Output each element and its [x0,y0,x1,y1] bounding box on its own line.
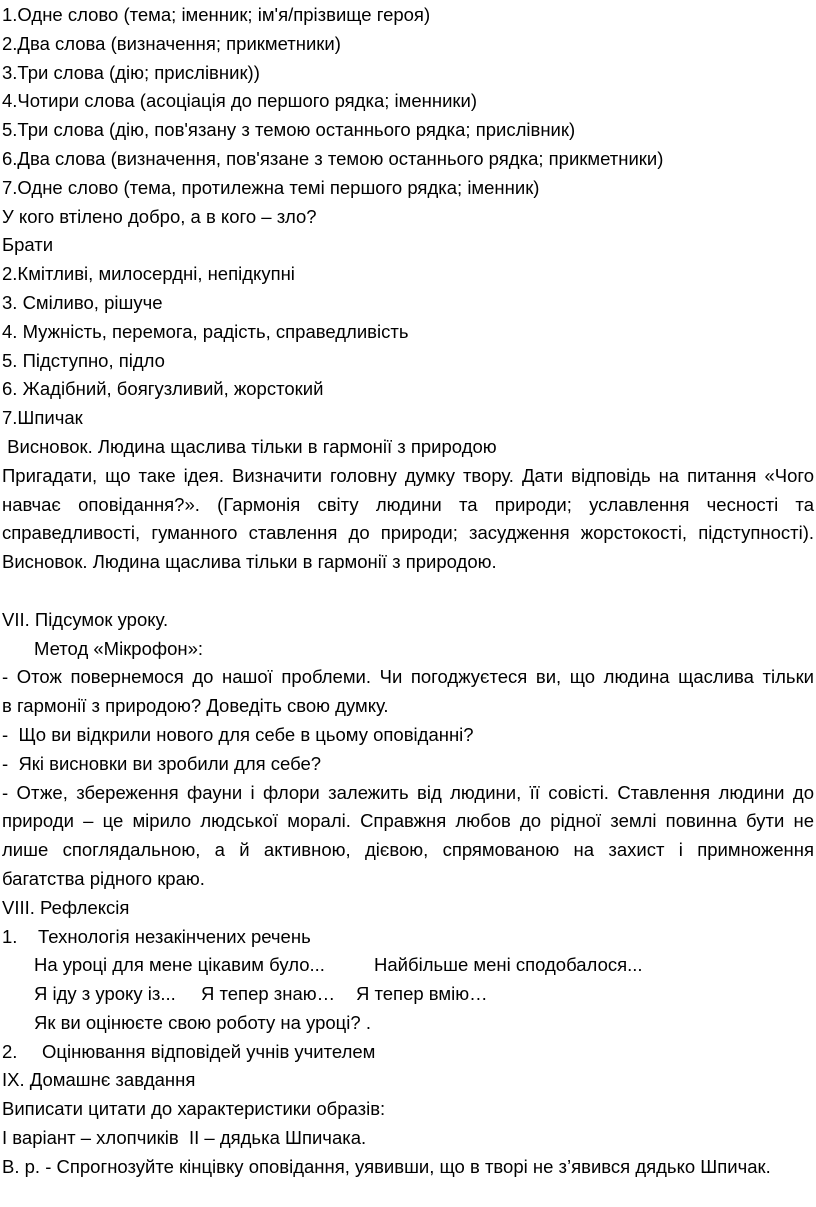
homework-line-1: Виписати цитати до характеристики образів: [2,1098,386,1120]
summary-paragraph-line-3: лише споглядальною, а й активною, дієвою, спрямованою на захист і примноження [2,839,814,861]
sentence-starters-row-2 [0,980,816,1009]
summary-paragraph-line-2: природи – це мірило людської моралі. Справжня любов до рідної землі повинна бути не [2,810,814,832]
summary-paragraph-line-4: багатства рідного краю. [2,867,205,889]
question-3: - Які висновки ви зробили для себе? [2,752,322,774]
reflection-item-1 [0,923,816,952]
idea-paragraph-line-3: справедливості, гуманного ставлення до природи; засудження жорстокості, підступності). [2,522,814,544]
sentence-starter: На уроці для мене цікавим було... [34,954,325,976]
cinquain-rule-4: 4.Чотири слова (асоціація до першого рядка; іменники) [2,90,478,112]
question-2: - Що ви відкрили нового для себе в цьому оповіданні? [2,723,474,745]
reflection-item-2 [0,1038,816,1067]
sentence-starters-row-3: Як ви оцінюєте свою роботу на уроці? . [34,1011,371,1033]
conclusion-line: Висновок. Людина щаслива тільки в гармонії з природою [2,435,497,457]
cinquain-line-7: 7.Шпичак [2,407,83,429]
homework-line-2: І варіант – хлопчиків ІІ – дядька Шпичака. [2,1127,367,1149]
question-good-evil: У кого втілено добро, а в кого – зло? [2,205,317,227]
sentence-starter: Я тепер знаю… [201,983,336,1005]
idea-paragraph-line-4: Висновок. Людина щаслива тільки в гармонії з природою. [2,551,497,573]
idea-paragraph-line-2: навчає оповідання?». (Гармонія світу людини та природи; уславлення чесності та [2,493,814,515]
section-heading-viii: VIII. Рефлексія [2,896,130,918]
section-heading-ix: IX. Домашнє завдання [2,1069,196,1091]
question-1-line-1: - Отож повернемося до нашої проблеми. Чи погоджуєтеся ви, що людина щаслива тільки [2,666,814,688]
homework-line-3: В. р. - Спрогнозуйте кінцівку оповідання, уявивши, що в творі не з’явився дядько Шпичак. [2,1155,771,1177]
cinquain-rule-2: 2.Два слова (визначення; прикметники) [2,32,341,54]
sentence-starter: Найбільше мені сподобалося... [374,954,643,976]
blank-line [0,577,816,606]
sentence-starters-row-1 [0,951,816,980]
cinquain-line-2: 2.Кмітливі, милосердні, непідкупні [2,263,295,285]
reflection-item-2-text: Оцінювання відповідей учнів учителем [42,1040,376,1062]
question-1-line-2: в гармонії з природою? Доведіть свою думку. [2,695,389,717]
cinquain-line-6: 6. Жадібний, боягузливий, жорстокий [2,378,324,400]
list-number: 1. [2,925,18,947]
section-heading-vii: VII. Підсумок уроку. [2,608,169,630]
cinquain-line-3: 3. Сміливо, рішуче [2,291,163,313]
document-page [0,1,816,1182]
cinquain-rule-1: 1.Одне слово (тема; іменник; ім'я/прізвище героя) [2,4,431,25]
cinquain-rule-6: 6.Два слова (визначення, пов'язане з темою останнього рядка; прикметники) [2,147,664,169]
reflection-item-1-text: Технологія незакінчених речень [38,925,311,947]
cinquain-line-1: Брати [2,234,54,256]
cinquain-line-5: 5. Підступно, підло [2,349,165,371]
idea-paragraph-line-1: Пригадати, що таке ідея. Визначити головну думку твору. Дати відповідь на питання «Чого [2,464,814,486]
cinquain-line-4: 4. Мужність, перемога, радість, справедливість [2,320,409,342]
sentence-starter: Я тепер вмію… [356,983,488,1005]
list-number: 2. [2,1040,18,1062]
summary-paragraph-line-1: - Отже, збереження фауни і флори залежить від людини, її совісті. Ставлення людини до [2,781,814,803]
cinquain-rule-3: 3.Три слова (дію; прислівник)) [2,61,260,83]
method-microphone: Метод «Мікрофон»: [34,637,204,659]
cinquain-rule-7: 7.Одне слово (тема, протилежна темі першого рядка; іменник) [2,176,540,198]
cinquain-rule-5: 5.Три слова (дію, пов'язану з темою останнього рядка; прислівник) [2,119,576,141]
sentence-starter: Я іду з уроку із... [34,983,176,1005]
